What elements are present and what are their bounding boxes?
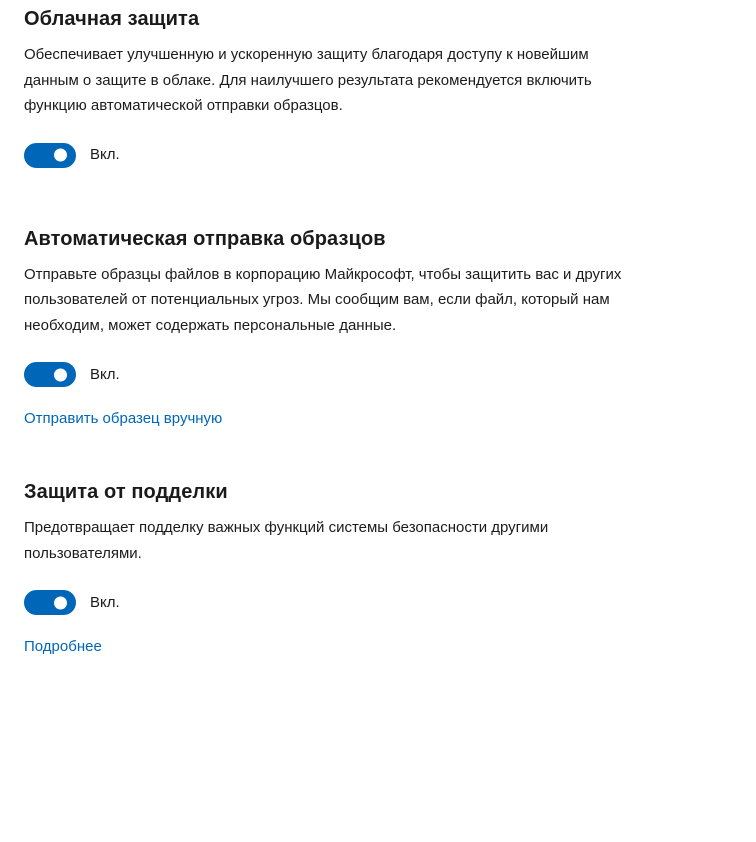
link-learn-more[interactable]: Подробнее — [24, 638, 102, 655]
toggle-tamper-protection[interactable] — [24, 590, 76, 615]
toggle-knob — [54, 368, 67, 381]
section-description: Обеспечивает улучшенную и ускоренную защиту благодаря доступу к новейшим данным о защите в облаке. Для наилучшего результата рекомендуется включить функцию автоматической отправки образцов. — [24, 46, 592, 114]
toggle-row-automatic-sample-submission — [24, 362, 732, 387]
toggle-knob — [54, 596, 67, 609]
toggle-knob — [54, 149, 67, 162]
section-description: Отправьте образцы файлов в корпорацию Майкрософт, чтобы защитить вас и других пользователей от потенциальных угроз. Мы сообщим вам, если файл, который нам необходим, может содержать персональные данные. — [24, 265, 622, 334]
section-title: Облачная защита — [24, 8, 200, 30]
toggle-state-label: Вкл. — [90, 146, 120, 163]
toggle-row-tamper-protection — [24, 590, 732, 615]
toggle-cloud-protection[interactable] — [24, 143, 76, 168]
section-automatic-sample-submission — [0, 226, 756, 430]
section-spacer — [0, 168, 756, 226]
section-spacer — [0, 429, 756, 479]
section-title: Автоматическая отправка образцов — [24, 227, 386, 250]
section-title: Защита от подделки — [24, 481, 228, 503]
toggle-state-label: Вкл. — [90, 593, 120, 611]
toggle-row-cloud-protection — [24, 143, 732, 168]
toggle-state-label: Вкл. — [90, 365, 120, 383]
section-cloud-protection — [0, 0, 756, 168]
section-description: Предотвращает подделку важных функций системы безопасности другими пользователями. — [24, 519, 549, 562]
section-tamper-protection — [0, 479, 756, 657]
toggle-automatic-sample-submission[interactable] — [24, 362, 76, 387]
link-submit-sample-manually[interactable]: Отправить образец вручную — [24, 410, 223, 427]
